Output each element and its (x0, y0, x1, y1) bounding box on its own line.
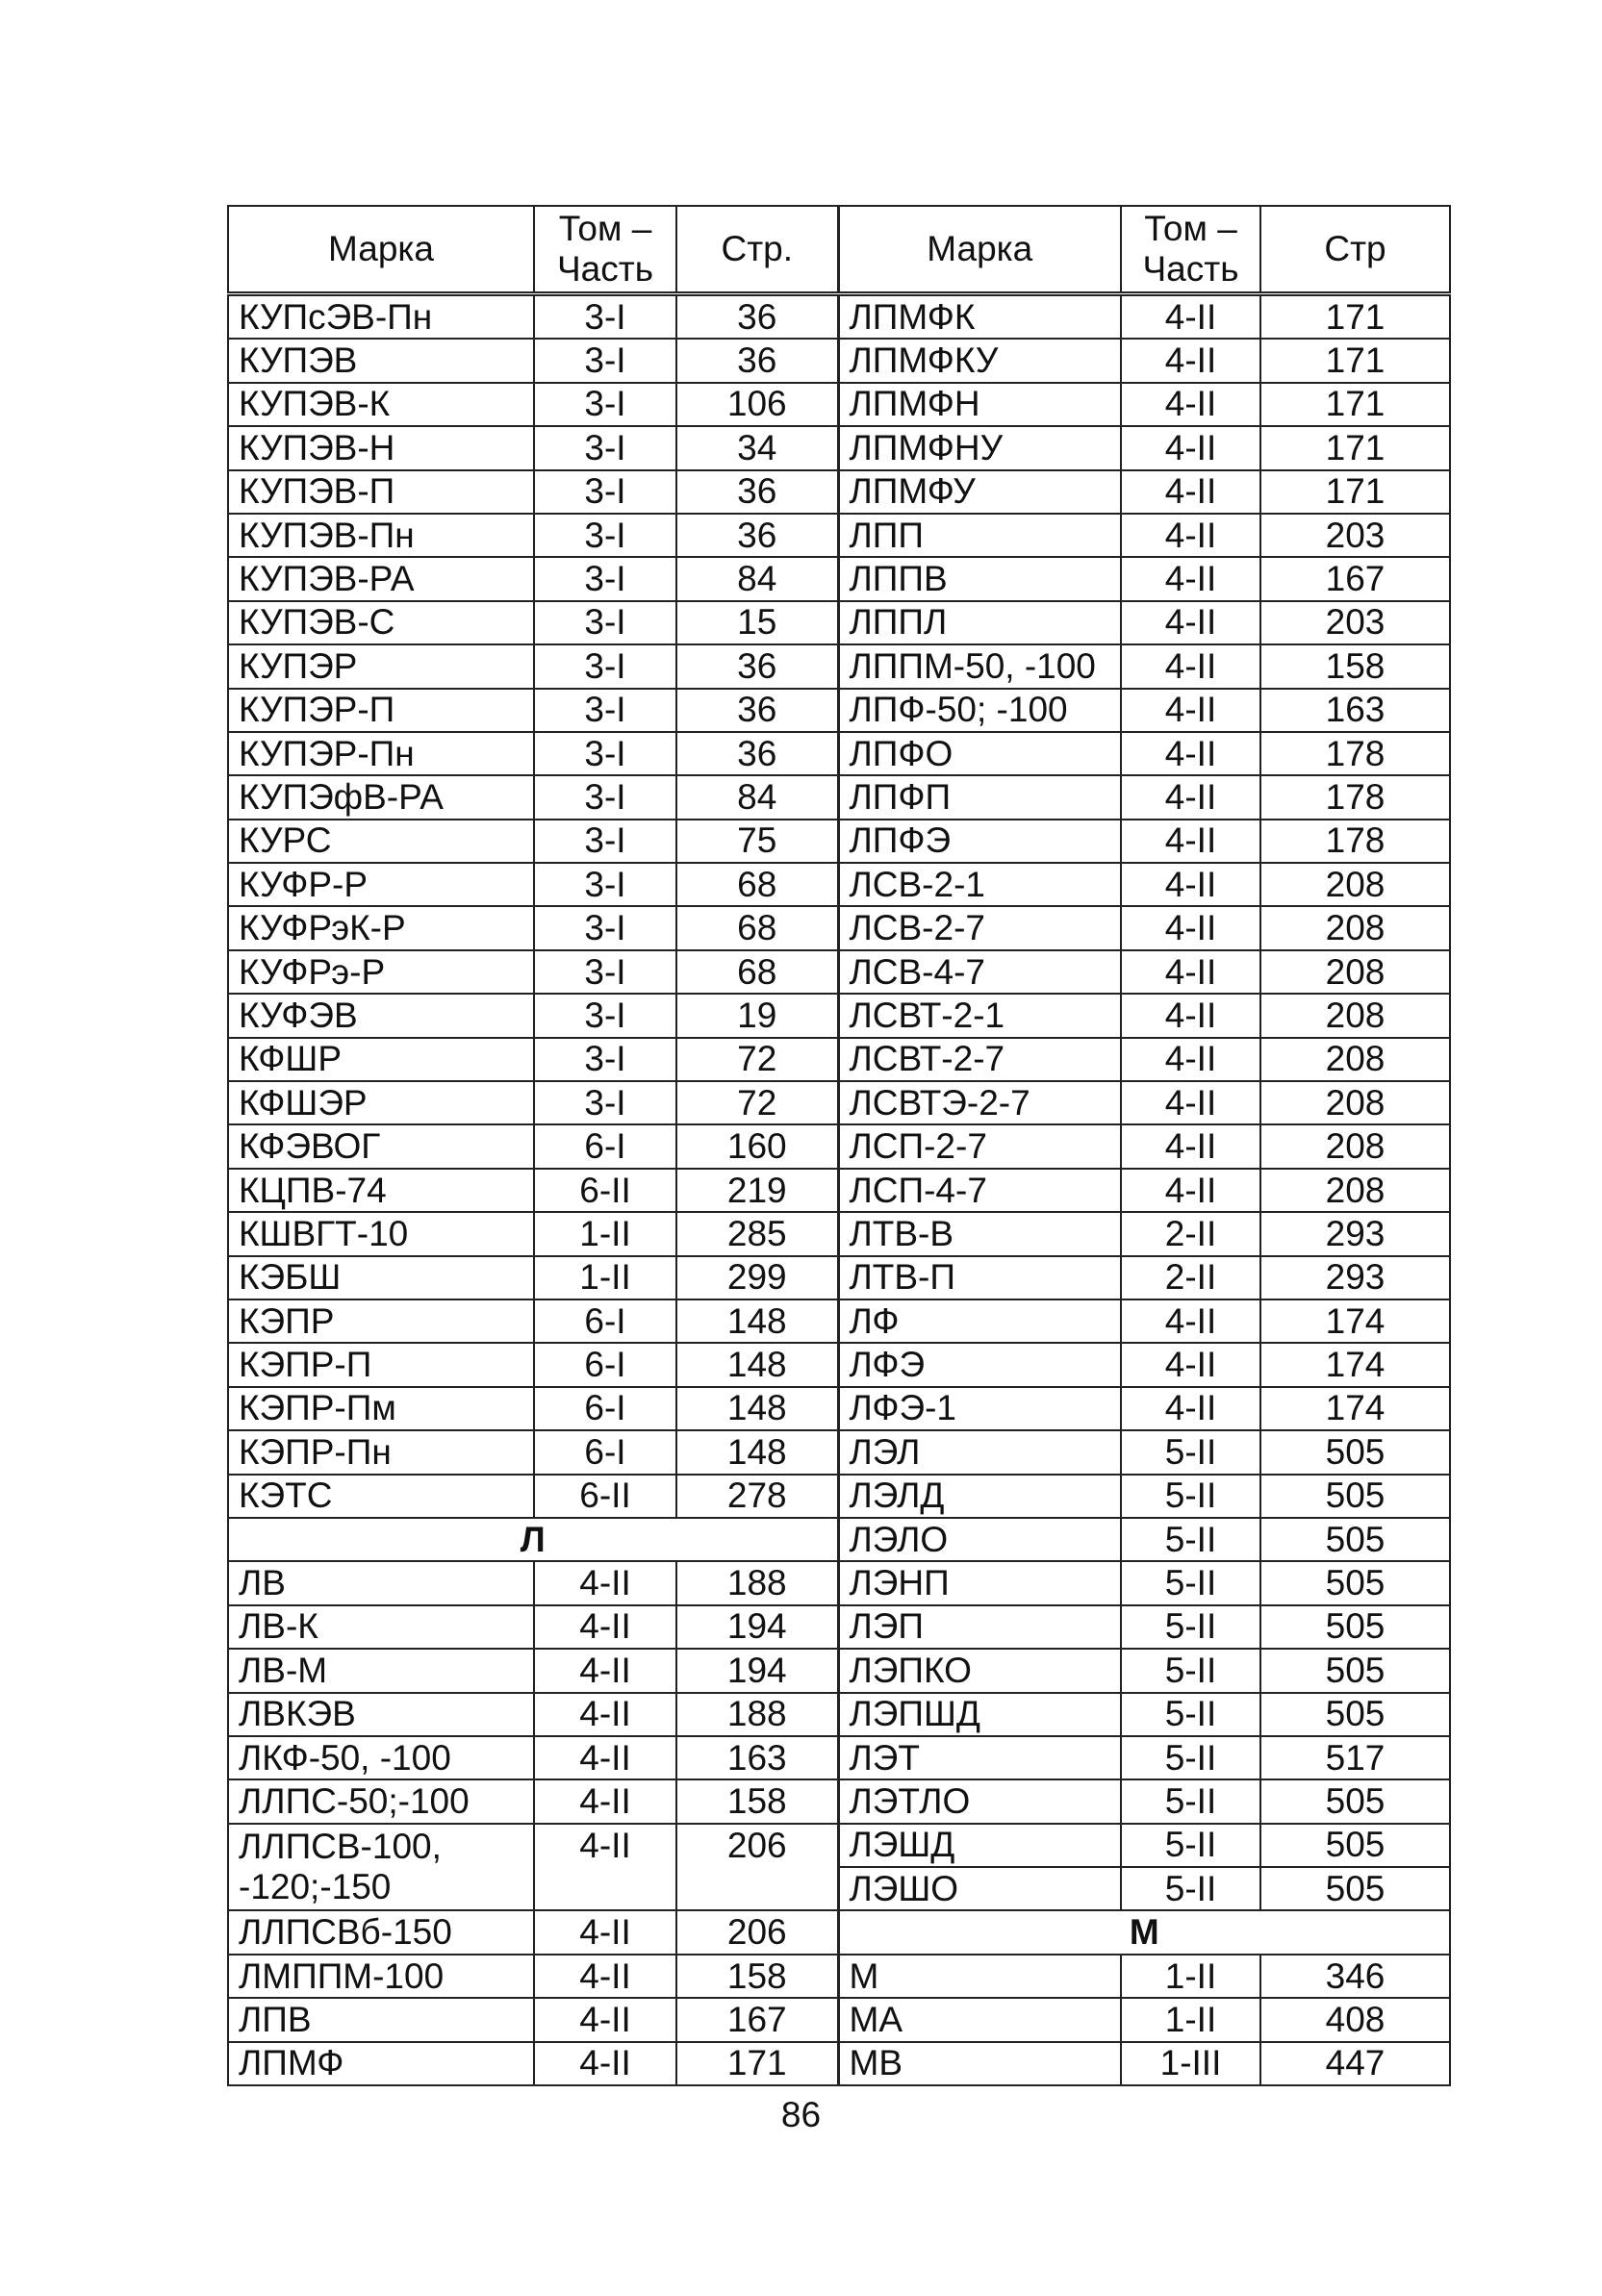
brand-cell-right: ЛПМФУ (838, 470, 1121, 514)
volume-cell-left: 3-I (534, 383, 676, 426)
volume-cell-left: 3-I (534, 863, 676, 906)
volume-cell-left: 6-II (534, 1475, 676, 1518)
volume-cell-right: 4-II (1121, 1343, 1260, 1386)
brand-cell-right: ЛЭЛ (838, 1430, 1121, 1474)
page-cell-right: 178 (1260, 732, 1450, 775)
page-cell-right: 203 (1260, 601, 1450, 644)
brand-cell-left: ЛВ-К (228, 1605, 534, 1649)
volume-cell-left: 4-II (534, 1693, 676, 1736)
brand-cell-left: КЭПР (228, 1299, 534, 1343)
brand-cell-left: ЛЛПСВб-150 (228, 1910, 534, 1954)
table-row (228, 514, 1450, 557)
page-cell-left: 72 (676, 1081, 838, 1124)
brand-cell-right: ЛПМФКУ (838, 339, 1121, 382)
page-cell-right: 171 (1260, 339, 1450, 382)
volume-cell-left: 3-I (534, 1081, 676, 1124)
volume-cell-right: 4-II (1121, 383, 1260, 426)
page-cell-left: 36 (676, 644, 838, 688)
page-cell-left: 36 (676, 732, 838, 775)
brand-cell-right: ЛЭНП (838, 1561, 1121, 1604)
page-cell-right: 171 (1260, 383, 1450, 426)
page-cell-left: 158 (676, 1779, 838, 1823)
page-cell-right: 163 (1260, 689, 1450, 732)
page-cell-right: 171 (1260, 470, 1450, 514)
header-page-right: Стр (1260, 206, 1450, 294)
index-table (227, 205, 1451, 2086)
brand-cell-left: КЦПВ-74 (228, 1169, 534, 1212)
brand-cell-right: МА (838, 1998, 1121, 2041)
brand-cell-right: ЛППМ-50, -100 (838, 644, 1121, 688)
volume-cell-left: 6-I (534, 1299, 676, 1343)
brand-cell-left: КУПЭВ-К (228, 383, 534, 426)
page-cell-right: 174 (1260, 1387, 1450, 1430)
brand-cell-right: ЛСП-4-7 (838, 1169, 1121, 1212)
brand-cell-left: КУПЭР (228, 644, 534, 688)
brand-cell-left: КЭПР-Пм (228, 1387, 534, 1430)
brand-cell-left: КУПЭВ (228, 339, 534, 382)
volume-cell-right: 4-II (1121, 1081, 1260, 1124)
table-header (228, 206, 1450, 294)
volume-cell-right: 4-II (1121, 339, 1260, 382)
brand-cell-right: ЛФЭ (838, 1343, 1121, 1386)
volume-cell-right: 5-II (1121, 1430, 1260, 1474)
brand-cell-left: КУРС (228, 820, 534, 863)
brand-cell-left: ЛЛПС-50;-100 (228, 1779, 534, 1823)
page-cell-left: 171 (676, 2042, 838, 2085)
page-cell-left: 278 (676, 1475, 838, 1518)
brand-cell-left: ЛМППМ-100 (228, 1955, 534, 1998)
page-cell-right: 167 (1260, 557, 1450, 600)
volume-cell-left: 3-I (534, 514, 676, 557)
volume-cell-right: 4-II (1121, 732, 1260, 775)
page-cell-left: 285 (676, 1212, 838, 1255)
page-cell-left: 72 (676, 1038, 838, 1081)
volume-cell-left: 3-I (534, 732, 676, 775)
table-row (228, 2042, 1450, 2085)
header-brand-right: Марка (838, 206, 1121, 294)
volume-cell-left: 1-II (534, 1212, 676, 1255)
volume-cell-right: 4-II (1121, 775, 1260, 819)
table-row (228, 601, 1450, 644)
page-cell-left: 194 (676, 1649, 838, 1692)
volume-cell-left: 3-I (534, 775, 676, 819)
volume-cell-right: 5-II (1121, 1779, 1260, 1823)
page-cell-left: 68 (676, 863, 838, 906)
volume-cell-left: 3-I (534, 820, 676, 863)
table-row (228, 470, 1450, 514)
page-cell-left: 15 (676, 601, 838, 644)
page-cell-left: 188 (676, 1693, 838, 1736)
table-row (228, 1256, 1450, 1299)
table-row (228, 1038, 1450, 1081)
table-row (228, 1998, 1450, 2041)
page-cell-right: 208 (1260, 906, 1450, 949)
page-cell-right: 505 (1260, 1475, 1450, 1518)
brand-cell-right: ЛСВТ-2-7 (838, 1038, 1121, 1081)
page-cell-left: 299 (676, 1256, 838, 1299)
volume-cell-right: 2-II (1121, 1212, 1260, 1255)
volume-cell-left: 4-II (534, 1955, 676, 1998)
page-cell-right: 505 (1260, 1649, 1450, 1692)
table-row (228, 820, 1450, 863)
page-cell-right: 505 (1260, 1779, 1450, 1823)
header-row (228, 206, 1450, 294)
table-row (228, 1605, 1450, 1649)
brand-cell-right: ЛСВ-2-1 (838, 863, 1121, 906)
page-cell-right: 208 (1260, 863, 1450, 906)
table-row (228, 1649, 1450, 1692)
page-cell-left: 160 (676, 1124, 838, 1168)
page-cell-left: 36 (676, 470, 838, 514)
brand-cell-left: КУПЭВ-П (228, 470, 534, 514)
volume-cell-right: 4-II (1121, 557, 1260, 600)
table-row (228, 1518, 1450, 1561)
brand-cell-right: ЛЭТЛО (838, 1779, 1121, 1823)
page-cell-left: 167 (676, 1998, 838, 2041)
header-volume-left: Том – Часть (534, 206, 676, 294)
brand-cell-left: КУФРэ-Р (228, 950, 534, 994)
header-brand-left: Марка (228, 206, 534, 294)
brand-cell-right: ЛЭПКО (838, 1649, 1121, 1692)
page-cell-left: 148 (676, 1387, 838, 1430)
volume-cell-left: 1-II (534, 1256, 676, 1299)
volume-cell-right: 5-II (1121, 1475, 1260, 1518)
volume-cell-right: 4-II (1121, 1038, 1260, 1081)
brand-cell-right: ЛСП-2-7 (838, 1124, 1121, 1168)
page-cell-right: 505 (1260, 1605, 1450, 1649)
volume-cell-left: 6-I (534, 1387, 676, 1430)
brand-cell-right: М (838, 1955, 1121, 1998)
table-row (228, 1212, 1450, 1255)
brand-cell-left: КФШЭР (228, 1081, 534, 1124)
volume-cell-left: 6-I (534, 1124, 676, 1168)
volume-cell-left: 3-I (534, 339, 676, 382)
table-row (228, 863, 1450, 906)
volume-cell-right: 4-II (1121, 1124, 1260, 1168)
volume-cell-left: 3-I (534, 644, 676, 688)
brand-cell-left: ЛПВ (228, 1998, 534, 2041)
volume-cell-right: 5-II (1121, 1824, 1260, 1867)
brand-cell-right: ЛТВ-П (838, 1256, 1121, 1299)
brand-cell-left: КУПЭР-Пн (228, 732, 534, 775)
header-volume-right: Том – Часть (1121, 206, 1260, 294)
volume-cell-right: 5-II (1121, 1867, 1260, 1910)
volume-cell-right: 4-II (1121, 950, 1260, 994)
table-row (228, 1169, 1450, 1212)
brand-cell-right: ЛПП (838, 514, 1121, 557)
volume-cell-right: 1-II (1121, 1955, 1260, 1998)
brand-cell-left: КЭПР-П (228, 1343, 534, 1386)
page-cell-right: 208 (1260, 994, 1450, 1037)
page-cell-left: 68 (676, 906, 838, 949)
table-row (228, 1299, 1450, 1343)
brand-cell-left: КУФЭВ (228, 994, 534, 1037)
volume-cell-left: 3-I (534, 557, 676, 600)
volume-cell-left: 4-II (534, 1998, 676, 2041)
volume-cell-left: 4-II (534, 2042, 676, 2085)
page-cell-right: 158 (1260, 644, 1450, 688)
page-cell-left: 158 (676, 1955, 838, 1998)
table-row (228, 775, 1450, 819)
volume-cell-left: 3-I (534, 470, 676, 514)
page-cell-right: 293 (1260, 1256, 1450, 1299)
volume-cell-left: 6-II (534, 1169, 676, 1212)
brand-cell-left: КЭТС (228, 1475, 534, 1518)
table-row (228, 906, 1450, 949)
table-body (228, 294, 1450, 2086)
brand-cell-left: КУПЭВ-Н (228, 426, 534, 469)
volume-cell-right: 4-II (1121, 514, 1260, 557)
volume-cell-right: 4-II (1121, 1169, 1260, 1212)
page-cell-left: 34 (676, 426, 838, 469)
table-row (228, 1475, 1450, 1518)
page-cell-left: 219 (676, 1169, 838, 1212)
volume-cell-left: 3-I (534, 906, 676, 949)
page-cell-left: 19 (676, 994, 838, 1037)
brand-cell-right: ЛСВ-2-7 (838, 906, 1121, 949)
page-cell-left: 188 (676, 1561, 838, 1604)
brand-cell-left: КФШР (228, 1038, 534, 1081)
page-cell-right: 178 (1260, 775, 1450, 819)
table-row (228, 994, 1450, 1037)
volume-cell-right: 5-II (1121, 1649, 1260, 1692)
page-cell-right: 208 (1260, 1124, 1450, 1168)
page-cell-left: 36 (676, 339, 838, 382)
table-row (228, 1124, 1450, 1168)
volume-cell-right: 2-II (1121, 1256, 1260, 1299)
brand-cell-left: КШВГТ-10 (228, 1212, 534, 1255)
page-cell-right: 517 (1260, 1736, 1450, 1779)
volume-cell-right: 4-II (1121, 1299, 1260, 1343)
volume-cell-right: 4-II (1121, 470, 1260, 514)
page-cell-left: 148 (676, 1430, 838, 1474)
table-row (228, 644, 1450, 688)
page-cell-right: 208 (1260, 1038, 1450, 1081)
brand-cell-right: ЛПМФК (838, 294, 1121, 340)
table-row (228, 1081, 1450, 1124)
page-cell-right: 293 (1260, 1212, 1450, 1255)
brand-cell-right: ЛЭШД (838, 1824, 1121, 1867)
page-cell-right: 171 (1260, 426, 1450, 469)
brand-cell-right: ЛПФП (838, 775, 1121, 819)
brand-cell-right: ЛПМФНУ (838, 426, 1121, 469)
volume-cell-right: 1-II (1121, 1998, 1260, 2041)
brand-cell-left: ЛПМФ (228, 2042, 534, 2085)
page-cell-left: 194 (676, 1605, 838, 1649)
volume-cell-left: 6-I (534, 1430, 676, 1474)
volume-cell-left: 4-II (534, 1736, 676, 1779)
volume-cell-left: 3-I (534, 689, 676, 732)
brand-cell-right: ЛПМФН (838, 383, 1121, 426)
page-cell-right: 408 (1260, 1998, 1450, 2041)
table-row (228, 1736, 1450, 1779)
table-row (228, 732, 1450, 775)
volume-cell-right: 4-II (1121, 426, 1260, 469)
page-cell-right: 505 (1260, 1824, 1450, 1867)
volume-cell-left: 3-I (534, 950, 676, 994)
page-cell-left: 148 (676, 1343, 838, 1386)
table-row (228, 294, 1450, 340)
brand-cell-right: ЛПФО (838, 732, 1121, 775)
brand-cell-left: КУПЭВ-Пн (228, 514, 534, 557)
table-row (228, 557, 1450, 600)
page-cell-right: 208 (1260, 950, 1450, 994)
page-cell-left: 68 (676, 950, 838, 994)
table-row (228, 339, 1450, 382)
page-cell-left: 36 (676, 514, 838, 557)
brand-cell-left: ЛЛПСВ-100, -120;-150 (228, 1824, 534, 1911)
brand-cell-right: ЛПФ-50; -100 (838, 689, 1121, 732)
table-row (228, 1343, 1450, 1386)
brand-cell-right: ЛППВ (838, 557, 1121, 600)
page-cell-right: 447 (1260, 2042, 1450, 2085)
table-row (228, 1824, 1450, 1867)
header-page-left: Стр. (676, 206, 838, 294)
brand-cell-left: КЭПР-Пн (228, 1430, 534, 1474)
brand-cell-left: КУПсЭВ-Пн (228, 294, 534, 340)
page-cell-right: 178 (1260, 820, 1450, 863)
volume-cell-left: 4-II (534, 1649, 676, 1692)
table-row (228, 1693, 1450, 1736)
volume-cell-right: 4-II (1121, 820, 1260, 863)
brand-cell-left: КЭБШ (228, 1256, 534, 1299)
page-cell-right: 174 (1260, 1343, 1450, 1386)
volume-cell-left: 3-I (534, 426, 676, 469)
page-cell-left: 75 (676, 820, 838, 863)
page-cell-right: 208 (1260, 1081, 1450, 1124)
volume-cell-left: 4-II (534, 1824, 676, 1911)
page-cell-left: 36 (676, 294, 838, 340)
table-row (228, 1561, 1450, 1604)
brand-cell-right: ЛЭЛД (838, 1475, 1121, 1518)
page-cell-right: 174 (1260, 1299, 1450, 1343)
brand-cell-left: КУПЭВ-С (228, 601, 534, 644)
table-row (228, 1779, 1450, 1823)
section-letter-left: Л (228, 1518, 838, 1561)
page-cell-right: 208 (1260, 1169, 1450, 1212)
table-row (228, 950, 1450, 994)
volume-cell-right: 5-II (1121, 1561, 1260, 1604)
brand-cell-right: ЛТВ-В (838, 1212, 1121, 1255)
volume-cell-right: 4-II (1121, 863, 1260, 906)
brand-cell-right: МВ (838, 2042, 1121, 2085)
brand-cell-left: КУПЭР-П (228, 689, 534, 732)
brand-cell-right: ЛСВТ-2-1 (838, 994, 1121, 1037)
brand-cell-left: КУПЭфВ-РА (228, 775, 534, 819)
table-row (228, 1910, 1450, 1954)
volume-cell-right: 4-II (1121, 601, 1260, 644)
brand-cell-right: ЛЭП (838, 1605, 1121, 1649)
volume-cell-right: 4-II (1121, 294, 1260, 340)
page-cell-right: 203 (1260, 514, 1450, 557)
volume-cell-left: 4-II (534, 1561, 676, 1604)
brand-cell-right: ЛЭПШД (838, 1693, 1121, 1736)
page-cell-right: 505 (1260, 1867, 1450, 1910)
volume-cell-left: 6-I (534, 1343, 676, 1386)
brand-cell-left: ЛВ (228, 1561, 534, 1604)
volume-cell-right: 5-II (1121, 1693, 1260, 1736)
page-cell-right: 171 (1260, 294, 1450, 340)
page-cell-left: 163 (676, 1736, 838, 1779)
page-cell-left: 148 (676, 1299, 838, 1343)
volume-cell-right: 4-II (1121, 994, 1260, 1037)
volume-cell-right: 4-II (1121, 906, 1260, 949)
volume-cell-right: 5-II (1121, 1736, 1260, 1779)
volume-cell-left: 3-I (534, 294, 676, 340)
volume-cell-left: 3-I (534, 1038, 676, 1081)
brand-cell-right: ЛЭШО (838, 1867, 1121, 1910)
page-cell-left: 36 (676, 689, 838, 732)
volume-cell-left: 4-II (534, 1605, 676, 1649)
page-cell-right: 505 (1260, 1561, 1450, 1604)
volume-cell-right: 4-II (1121, 644, 1260, 688)
brand-cell-right: ЛФЭ-1 (838, 1387, 1121, 1430)
page-cell-left: 206 (676, 1824, 838, 1911)
page-cell-left: 84 (676, 775, 838, 819)
volume-cell-right: 5-II (1121, 1605, 1260, 1649)
page-cell-left: 206 (676, 1910, 838, 1954)
volume-cell-left: 3-I (534, 994, 676, 1037)
brand-cell-left: ЛКФ-50, -100 (228, 1736, 534, 1779)
brand-cell-right: ЛФ (838, 1299, 1121, 1343)
volume-cell-right: 1-III (1121, 2042, 1260, 2085)
brand-cell-right: ЛСВ-4-7 (838, 950, 1121, 994)
volume-cell-left: 4-II (534, 1910, 676, 1954)
volume-cell-right: 4-II (1121, 689, 1260, 732)
volume-cell-left: 3-I (534, 601, 676, 644)
page-cell-right: 505 (1260, 1693, 1450, 1736)
page-cell-right: 346 (1260, 1955, 1450, 1998)
section-letter-right: М (838, 1910, 1450, 1954)
page-cell-right: 505 (1260, 1518, 1450, 1561)
table-row (228, 1955, 1450, 1998)
volume-cell-left: 4-II (534, 1779, 676, 1823)
page-cell-right: 505 (1260, 1430, 1450, 1474)
brand-cell-right: ЛПФЭ (838, 820, 1121, 863)
brand-cell-right: ЛСВТЭ-2-7 (838, 1081, 1121, 1124)
brand-cell-right: ЛЭЛО (838, 1518, 1121, 1561)
brand-cell-left: КУФР-Р (228, 863, 534, 906)
table-row (228, 1430, 1450, 1474)
brand-cell-left: КУПЭВ-РА (228, 557, 534, 600)
page-cell-left: 84 (676, 557, 838, 600)
volume-cell-right: 5-II (1121, 1518, 1260, 1561)
brand-cell-left: КФЭВОГ (228, 1124, 534, 1168)
page-number: 86 (780, 2095, 822, 2134)
table-row (228, 383, 1450, 426)
brand-cell-left: КУФРэК-Р (228, 906, 534, 949)
brand-cell-right: ЛЭТ (838, 1736, 1121, 1779)
volume-cell-right: 4-II (1121, 1387, 1260, 1430)
brand-cell-right: ЛППЛ (838, 601, 1121, 644)
table-row (228, 689, 1450, 732)
brand-cell-left: ЛВ-М (228, 1649, 534, 1692)
table-row (228, 1387, 1450, 1430)
brand-cell-left: ЛВКЭВ (228, 1693, 534, 1736)
table-row (228, 426, 1450, 469)
page-cell-left: 106 (676, 383, 838, 426)
